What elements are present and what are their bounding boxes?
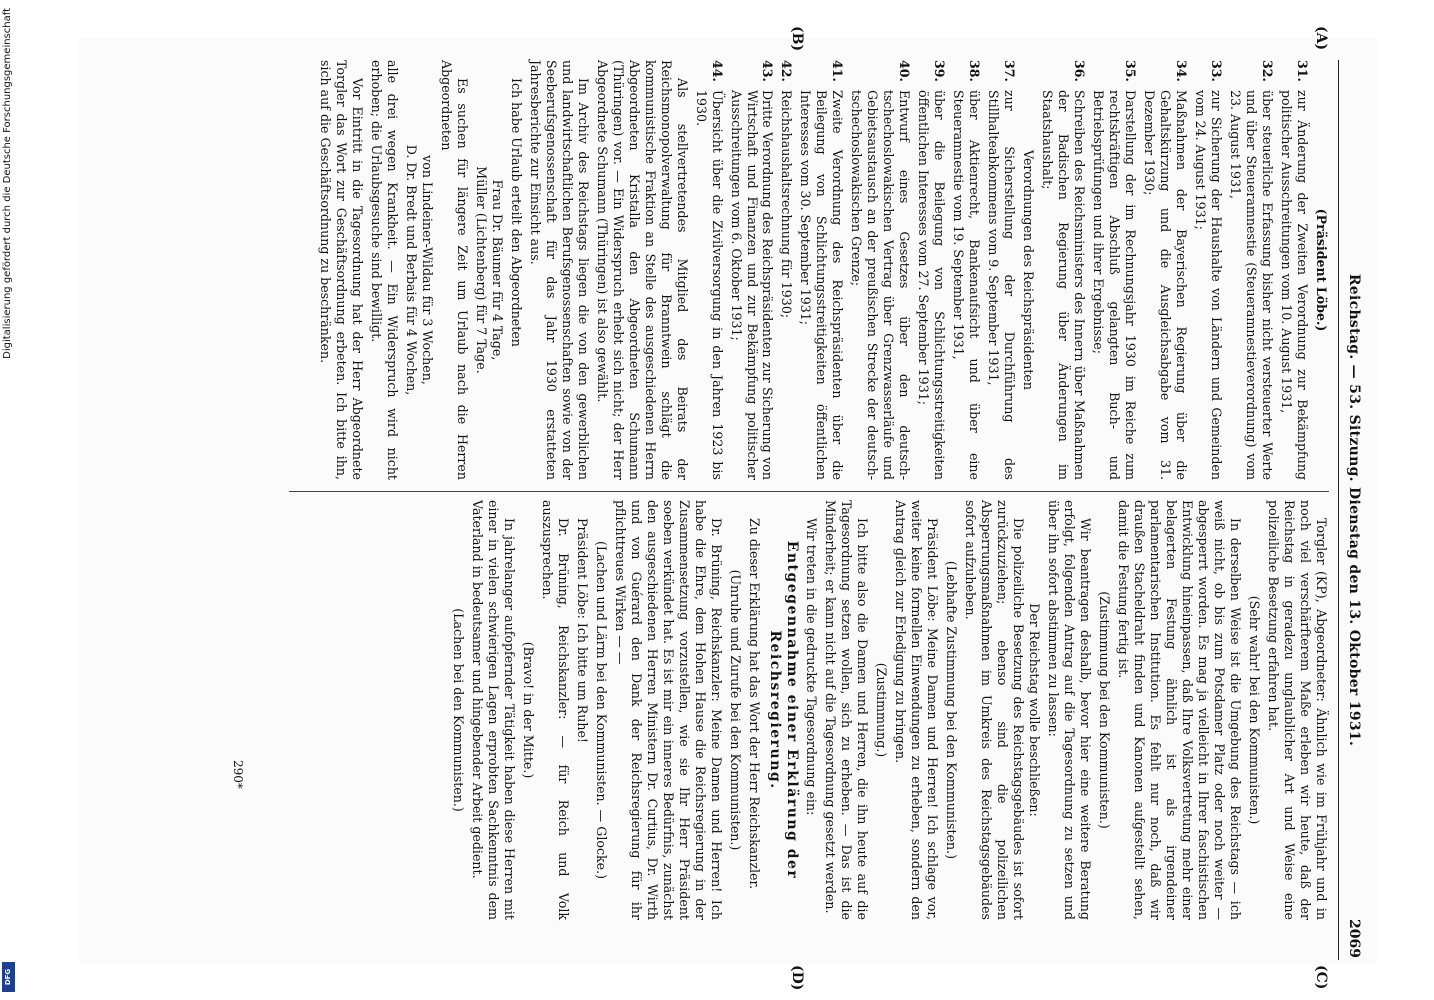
item-number: 31.: [1295, 60, 1311, 82]
reaction: (Zustimmung.): [874, 662, 890, 758]
page-number: 2069: [1346, 919, 1362, 958]
paragraph: In jahrelanger aufopfernder Tätigkeit haben diese Herren mit einer in vielen schwierigen Lagen erprobten Sachkenntnis dem Vaterland in bedeutsamer und hingebender Arbeit gedient.: [470, 500, 518, 920]
page-header: [1338, 60, 1365, 960]
paragraph: Wir treten in die gedruckte Tagesordnung ein:: [804, 518, 820, 816]
dfg-logo-text: DFG: [4, 968, 13, 986]
item-text: über steuerliche Erfassung bisher nicht versteuerter Werte und über Steueramnestie (Steueramnestieverordnung) vom 23. August 1931,: [1228, 90, 1276, 480]
paragraph: Zu dieser Erklärung hat das Wort der Herr Reichskanzler.: [746, 518, 762, 890]
item-text: Maßnahmen der Bayerischen Regierung über die Gehaltskürzung und die Ausgleichsabgabe vom 31. Dezember 1930;: [1142, 90, 1190, 480]
column-divider: [289, 491, 1329, 492]
item-text: zur Änderung der Zweiten Verordnung zur Bekämpfung politischer Ausschreitungen vom 10. August 1931,: [1279, 90, 1311, 480]
dfg-logo: [2, 962, 15, 992]
agenda-item: [1278, 60, 1310, 480]
item-number: 38.: [967, 60, 983, 82]
agenda-item: [1090, 60, 1138, 480]
paragraph: Als stellvertretendes Mitglied des Beirats der Reichsmonopolverwaltung für Branntwein schlägt die kommunistische Fraktion an Stelle des ausgeschiedenen Herrn Abgeordneten Kristalla den Abgeordneten Schumann (Thüringen) vor. — Ein Widerspruch erhebt sich nicht; der Herr Abgeordnete Schumann (Thüringen) ist also gewählt.: [594, 60, 690, 480]
agenda-item: [848, 60, 912, 480]
reaction: (Sehr wahr! bei den Kommunisten.): [1247, 595, 1263, 825]
item-text: Reichshaushaltsrechnung für 1930;: [779, 90, 795, 319]
paragraph: Im Archiv des Reichstags liegen die von den gewerblichen und landwirtschaftlichen Berufsgenossenschaften sowie von der Seeberufsgenossenschaft für das Jahr 1930 erstatteten Jahresberichte zur Einsicht aus.: [527, 60, 591, 480]
item-number: 37.: [1002, 60, 1018, 82]
agenda-item: [1141, 60, 1189, 480]
leave-entry: Frau Dr. Bäumer für 4 Tage,: [489, 179, 505, 361]
speaker-label: (Präsident Löbe.): [1314, 208, 1329, 332]
funding-note: [2, 8, 16, 992]
margin-mark-a: (A): [1313, 26, 1329, 51]
section-subheading: Verordnungen des Reichspräsidenten: [1021, 150, 1037, 390]
paragraph: Ich bitte also die Damen und Herren, die ihn heute auf die Tagesordnung setzen wollen, sich zu erheben. — Das ist die Minderheit; er kann nicht auf die Tagesordnung gesetzt werden.: [823, 500, 871, 920]
page-header-title: Reichstag. — 53. Sitzung. Dienstag den 13. Oktober 1931.: [1346, 273, 1362, 747]
speech-bruening: Dr. Brüning, Reichskanzler: Meine Damen und Herren! Ich habe die Ehre, dem Hohen Hause die Reichsregierung in der Zusammensetzung vorzustellen, wie sie Ihr Herr Präsident soeben verkündet hat. Es ist mir ein inneres Bedürfnis, zunächst den ausgeschiedenen Herren Ministern Dr. Curtius, Dr. Wirth und von Guérard den Dank der Reichsregierung für ihr pflichttreues Wirken — —: [613, 500, 724, 920]
reaction: (Zustimmung bei den Kommunisten.): [1097, 591, 1113, 829]
item-text: zur Sicherung der Haushalte von Ländern und Gemeinden vom 24. August 1931;: [1193, 90, 1225, 480]
agenda-item: [1039, 60, 1087, 480]
leave-entry: Müller (Lichtenberg) für 7 Tage.: [473, 166, 489, 374]
paragraph: Es suchen für längere Zeit um Urlaub nach die Herren Abgeordneten: [438, 60, 470, 480]
paragraph: In derselben Weise ist die Umgebung des Reichstags — ich weiß nicht, ob bis zum Potsdamer Platz oder noch weiter — abgesperrt worden. Es mag ja vielleicht in Ihrer faschistischen Entwicklung hineinpassen, daß Ihre Volksvertretung mehr einer belagerten Festung ähnlich ist als irgendeiner parlamentarischen Institution. Es fehlt nur noch, daß wir draußen Stacheldraht finden und Kanonen aufgestellt sehen, damit die Festung fertig ist.: [1116, 500, 1244, 920]
funding-note-text: Digitalisierung gefördert durch die Deutsche Forschungsgemeinschaft: [2, 8, 13, 359]
item-text: Dritte Verordnung des Reichspräsidenten zur Sicherung von Wirtschaft und Finanzen und zur Bekämpfung politischer Ausschreitungen vom 6. Oktober 1931;: [728, 90, 776, 480]
motion-intro: Der Reichstag wolle beschließen:: [1027, 603, 1043, 817]
item-text: über Aktienrecht, Bankenaufsicht und über eine Steueramnestie vom 19. September 1931,: [951, 90, 983, 480]
item-text: Zweite Verordnung des Reichspräsidenten über die Beilegung von Schlichtungsstreitigkeiten öffentlichen Interesses vom 30. September 1931;: [798, 90, 846, 480]
agenda-heading: Entgegennahme einer Erklärung der Reichsregierung.: [766, 540, 801, 880]
paragraph: Ich habe Urlaub erteilt den Abgeordneten: [508, 78, 524, 347]
agenda-item: [779, 60, 795, 480]
reaction: (Lachen und Lärm bei den Kommunisten. — Glocke.): [594, 540, 610, 879]
margin-mark-b: (B): [789, 26, 805, 52]
speech-president: Präsident Löbe: Meine Damen und Herren! Ich schlage vor, weiter keine formellen Einwendungen zu erheben, sondern den Antrag gleich zur Erledigung zu bringen.: [893, 500, 941, 920]
agenda-item: [1227, 60, 1275, 480]
agenda-item: [728, 60, 776, 480]
reaction: (Bravo! in der Mitte.): [521, 641, 537, 779]
margin-mark-c: (C): [1313, 965, 1329, 990]
motion-text: Die polizeiliche Besetzung des Reichstagsgebäudes ist sofort zurückzuziehen; ebenso sind die polizeilichen Absperrungsmaßnahmen im Umkreis des Reichstagsgebäudes sofort aufzuheben.: [963, 500, 1027, 920]
agenda-item: [915, 60, 947, 480]
item-number: 35.: [1123, 60, 1139, 82]
speech-bruening: Dr. Brüning, Reichskanzler: — für Reich und Volk auszusprechen.: [540, 500, 572, 920]
agenda-items-b: [693, 60, 1018, 480]
item-number: 32.: [1260, 60, 1276, 82]
item-number: 39.: [932, 60, 948, 82]
item-text: über die Beilegung von Schlichtungsstreitigkeiten öffentlichen Interesses vom 27. September 1931;: [916, 90, 948, 480]
agenda-item: [693, 60, 725, 480]
item-number: 33.: [1209, 60, 1225, 82]
right-column: [447, 500, 1329, 920]
item-number: 43.: [760, 60, 776, 82]
leave-entry: D. Dr. Bredt und Berbais für 4 Wochen,: [403, 144, 419, 396]
rotated-page-content: [95, 26, 1365, 991]
agenda-items-a: [1039, 60, 1310, 480]
speech-torgler: Torgler (KP), Abgeordneter: Ähnlich wie im Frühjahr und in noch viel verschärfterem Maße erleben wir heute, daß der Reichstag in geradezu unglaublicher Art und Weise eine polizeiliche Besetzung erfahren hat.: [1266, 500, 1329, 920]
item-number: 41.: [830, 60, 846, 82]
item-text: Übersicht über die Zivilversorgung in den Jahren 1923 bis 1930.: [693, 90, 725, 480]
item-text: Entwurf eines Gesetzes über den deutsch-tschechoslowakischen Vertrag über Grenzwasserläufe und Gebietsaustausch an der preußischen Strecke der deutsch-tschechoslowakischen Grenze;: [849, 90, 913, 480]
item-number: 36.: [1072, 60, 1088, 82]
paragraph: alle drei wegen Krankheit. — Ein Widerspruch wird nicht erhoben; die Urlaubsgesuche sind bewilligt.: [368, 60, 400, 480]
item-text: Schreiben des Reichsministers des Innern über Maßnahmen der Badischen Regierung über Änderungen im Staatshaushalt;: [1040, 90, 1088, 480]
reaction: (Lebhafte Zustimmung bei den Kommunisten.): [944, 560, 960, 860]
margin-mark-d: (D): [789, 965, 805, 991]
item-text: zur Sicherstellung der Durchführung des Stillhalteabkommens vom 9. September 1931,: [986, 90, 1018, 480]
agenda-item: [950, 60, 982, 480]
speech-president: Präsident Löbe: Ich bitte um Ruhe!: [575, 518, 591, 743]
agenda-item: [797, 60, 845, 480]
agenda-item: [985, 60, 1017, 480]
item-number: 40.: [897, 60, 913, 82]
reaction: (Unruhe und Zurufe bei den Kommunisten.): [727, 569, 743, 851]
paragraph: Vor Eintritt in die Tagesordnung hat der Herr Abgeordnete Torgler das Wort zur Geschäftsordnung erbeten. Ich bitte ihn, sich auf die Geschäftsordnung zu beschränken.: [317, 60, 365, 480]
item-text: Darstellung der im Rechnungsjahr 1930 im Reiche zum rechtskräftigen Abschluß gelangten Buch- und Betriebsprüfungen und ihrer Ergebnisse;: [1091, 90, 1139, 480]
paragraph: Wir beantragen deshalb, bevor hier eine weitere Beratung erfolgt, folgenden Antrag auf die Tagesordnung zu setzen und über ihn sofort abstimmen zu lassen:: [1046, 500, 1094, 920]
agenda-item: [1192, 60, 1224, 480]
left-column: [314, 60, 1329, 480]
leave-entry: von Lindeiner-Wildau für 3 Wochen,: [419, 155, 435, 385]
item-number: 34.: [1174, 60, 1190, 82]
item-number: 44.: [709, 60, 725, 82]
item-number: 42.: [779, 60, 795, 82]
reaction: (Lachen bei den Kommunisten.): [451, 608, 467, 812]
printer-signature: 290*: [231, 760, 245, 789]
